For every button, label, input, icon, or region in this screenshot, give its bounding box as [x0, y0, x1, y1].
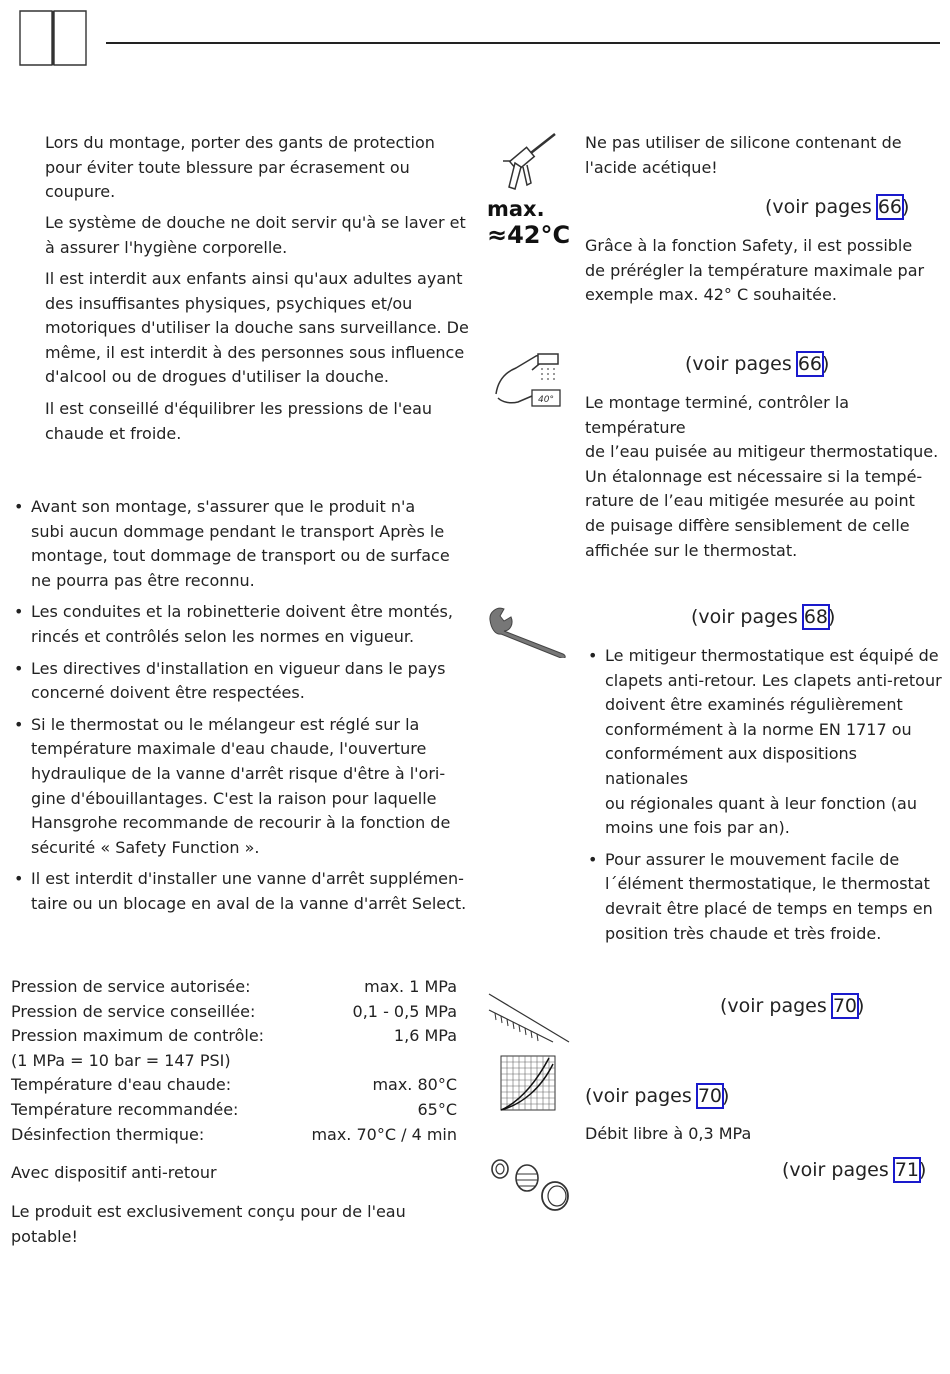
safety-paragraph: Le système de douche ne doit servir qu'à se laver et à assurer l'hygiène corporelle.: [45, 213, 466, 257]
spec-label: Température recommandée:: [11, 1099, 239, 1119]
spec-value: max. 80°C: [372, 1075, 457, 1095]
list-item: • Avant son montage, s'assurer que le produit n'a subi aucun dommage pendant le transport Après le montage, tout dommage de transport ou de surface ne pourra pas être reconnu.: [14, 497, 450, 590]
calibration-text: Le montage terminé, contrôler la température de l’eau puisée au mitigeur thermostatique. Un étalonnage est nécessaire si la tempé- rature de l’eau mitigée mesurée au point de puisage diffère sensiblement de celle affichée sur le thermostat.: [585, 393, 939, 560]
page-link[interactable]: 66: [877, 196, 902, 218]
list-item-text: Le mitigeur thermostatique est équipé de clapets anti-retour. Les clapets anti-retour doivent être examinés régulièrement conformément à la norme EN 1717 ou conformément aux dispositions nationales ou régionales quant à leur fonction (au moins une fois par an).: [605, 646, 942, 838]
page-reference: (voir pages 70): [585, 1085, 730, 1107]
flow-rate-text: Débit libre à 0,3 MPa: [585, 1124, 752, 1143]
thermometer-reading: 40°: [538, 395, 554, 405]
flow-diagram-icon: [499, 1054, 557, 1112]
spec-row: [11, 1049, 457, 1074]
page-link[interactable]: 71: [894, 1159, 919, 1181]
spec-row: [11, 1098, 457, 1123]
page-reference: (voir pages 68): [691, 606, 836, 628]
hand-thermometer-icon: [492, 350, 564, 412]
list-item: • Les conduites et la robinetterie doivent être montés, rincés et contrôlés selon les normes en vigueur.: [14, 602, 453, 646]
page-link[interactable]: 70: [832, 995, 857, 1017]
list-item-text: Pour assurer le mouvement facile de l´élément thermostatique, le thermostat devrait être placé de temps en temps en position très chaude et très froide.: [605, 849, 933, 943]
list-item-text: Avant son montage, s'assurer que le produit n'a subi aucun dommage pendant le transport Après le montage, tout dommage de transport ou de surface ne pourra pas être reconnu.: [31, 497, 450, 590]
safety-paragraph: Il est conseillé d'équilibrer les pressions de l'eau chaude et froide.: [45, 399, 433, 443]
spec-value: 1,6 MPa: [393, 1026, 457, 1046]
spec-value: max. 70°C / 4 min: [311, 1124, 457, 1144]
page-reference: (voir pages 71): [782, 1159, 927, 1181]
list-item: • Le mitigeur thermostatique est équipé de clapets anti-retour. Les clapets anti-retour doivent être examinés régulièrement conformément à la norme EN 1717 ou conformément aux dispositions nationales ou régionales quant à leur fonction (au moins une fois par an).: [588, 646, 942, 838]
list-item: • Il est interdit d'installer une vanne d'arrêt supplémen- taire ou un blocage en aval de la vanne d'arrêt Select.: [14, 869, 467, 913]
antiretour-note: Avec dispositif anti-retour: [11, 1163, 217, 1182]
list-item: • Les directives d'installation en vigueur dans le pays concerné doivent être respectées.: [14, 658, 446, 703]
spec-value: max. 1 MPa: [364, 977, 457, 996]
wrench-icon: [487, 604, 571, 658]
spare-parts-icon: [489, 1154, 573, 1212]
spec-label: Pression maximum de contrôle:: [11, 1026, 265, 1046]
spec-label: Pression de service autorisée:: [11, 977, 251, 996]
icon-max-label: max.: [487, 197, 545, 221]
maintenance-list: [585, 644, 945, 953]
spec-row: [11, 1123, 457, 1148]
page-link[interactable]: 70: [697, 1085, 722, 1107]
safety-paragraph: Il est interdit aux enfants ainsi qu'aux adultes ayant des insuffisantes physiques, psychiques et/ou motoriques d'utiliser la douche sans surveillance. De même, il est interdit à des personnes sous influence d'alcool ou de drogues d'utiliser la douche.: [45, 269, 469, 387]
spec-row: [11, 975, 457, 1000]
icon-temp-label: ≈42°C: [487, 221, 571, 249]
page-link[interactable]: 68: [803, 606, 828, 628]
spec-label: Pression de service conseillée:: [11, 1001, 256, 1021]
safety-function-text: Grâce à la fonction Safety, il est possible de prérégler la température maximale par exemple max. 42° C souhaitée.: [585, 236, 925, 305]
spec-value: 65°C: [417, 1099, 457, 1119]
list-item-text: Si le thermostat ou le mélangeur est réglé sur la température maximale d'eau chaude, l'ouverture hydraulique de la vanne d'arrêt risque d'être à l'ori- gine d'ébouillantages. C'est la raison pour laquelle Hansgrohe recommande de recourir à la fonction de sécurité « Safety Function ».: [31, 714, 451, 857]
spec-row: [11, 1000, 457, 1025]
max-temperature-icon: [487, 197, 570, 249]
list-item-text: Les directives d'installation en vigueur dans le pays concerné doivent être respectées.: [31, 658, 446, 703]
manual-book-icon: [18, 9, 88, 67]
install-instructions-list: [11, 495, 471, 924]
page-link[interactable]: 66: [797, 353, 822, 375]
spec-label: Désinfection thermique:: [11, 1124, 205, 1144]
page-reference: (voir pages 66): [685, 353, 830, 375]
list-item-text: Les conduites et la robinetterie doivent être montés, rincés et contrôlés selon les normes en vigueur.: [31, 602, 453, 646]
technical-specs: [11, 975, 457, 1147]
list-item: • Si le thermostat ou le mélangeur est réglé sur la température maximale d'eau chaude, l'ouverture hydraulique de la vanne d'arrêt risque d'être à l'ori- gine d'ébouillantages. C'est la raison pour laquelle Hansgrohe recommande de recourir à la fonction de sécurité « Safety Function ».: [14, 714, 451, 857]
potable-note: Le produit est exclusivement conçu pour de l'eau potable!: [11, 1202, 406, 1246]
silicone-gun-icon: [497, 131, 559, 193]
header-rule: [106, 42, 940, 44]
list-item-text: Il est interdit d'installer une vanne d'arrêt supplémen- taire ou un blocage en aval de la vanne d'arrêt Select.: [31, 869, 467, 913]
list-item: • Pour assurer le mouvement facile de l´élément thermostatique, le thermostat devrait être placé de temps en temps en position très chaude et très froide.: [588, 849, 933, 943]
spec-label: (1 MPa = 10 bar = 147 PSI): [11, 1050, 231, 1070]
spec-row: [11, 1024, 457, 1049]
safety-paragraph: Lors du montage, porter des gants de protection pour éviter toute blessure par écrasement ou coupure.: [45, 133, 435, 202]
spec-label: Température d'eau chaude:: [11, 1075, 232, 1095]
spec-value: 0,1 - 0,5 MPa: [352, 1001, 457, 1021]
dimensions-drawing-icon: [487, 992, 571, 1046]
silicone-warning: Ne pas utiliser de silicone contenant de l'acide acétique!: [585, 133, 902, 177]
spec-row: [11, 1073, 457, 1098]
page-reference: (voir pages 66): [765, 196, 910, 218]
page-reference: (voir pages 70): [720, 995, 865, 1017]
